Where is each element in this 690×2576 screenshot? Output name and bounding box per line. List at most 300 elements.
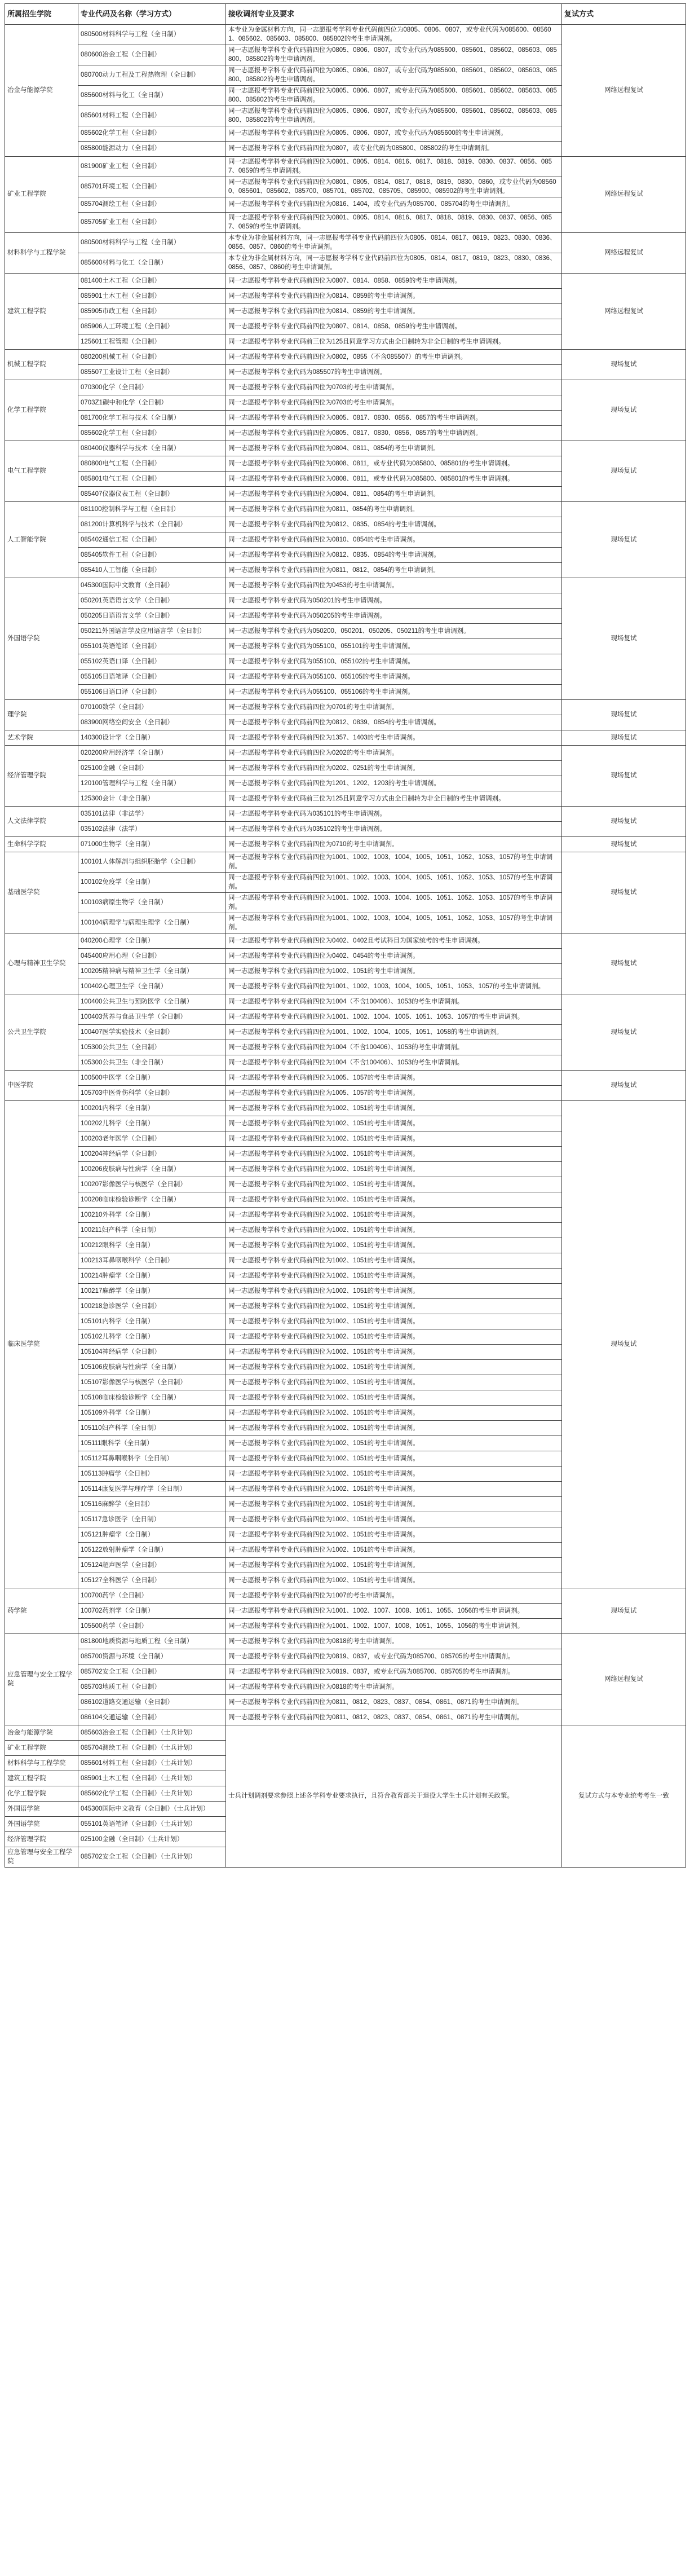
major-name: 100212眼科学（全日制） — [78, 1238, 226, 1253]
college-name: 基础医学院 — [5, 852, 78, 933]
college-name: 药学院 — [5, 1588, 78, 1634]
major-name: 105113肿瘤学（全日制） — [78, 1467, 226, 1482]
adjustment-requirement: 同一志愿报考学科专业代码前四位为1002、1051的考生申请调剂。 — [226, 1238, 562, 1253]
major-name: 055105日语笔译（全日制） — [78, 670, 226, 685]
retest-method: 网络远程复试 — [562, 157, 686, 233]
major-name: 100210外科学（全日制） — [78, 1208, 226, 1223]
adjustment-requirement: 同一志愿报考学科专业代码为055100、055101的考生申请调剂。 — [226, 639, 562, 654]
adjustment-requirement: 同一志愿报考学科专业代码前四位为0802，0855（不含085507）的考生申请调剂。 — [226, 350, 562, 365]
major-name: 105101内科学（全日制） — [78, 1314, 226, 1329]
table-body — [5, 25, 686, 1868]
major-name: 100202儿科学（全日制） — [78, 1116, 226, 1131]
major-name: 100201内科学（全日制） — [78, 1101, 226, 1116]
adjustment-requirement: 同一志愿报考学科专业代码为050200、050201、050205、050211的考生申请调剂。 — [226, 624, 562, 639]
college-name: 冶金与能源学院 — [5, 1725, 78, 1741]
major-name: 100204神经病学（全日制） — [78, 1147, 226, 1162]
adjustment-requirement: 同一志愿报考学科专业代码前四位为1002、1051的考生申请调剂。 — [226, 1329, 562, 1345]
major-name: 105109外科学（全日制） — [78, 1406, 226, 1421]
college-name: 外国语学院 — [5, 578, 78, 700]
adjustment-requirement: 同一志愿报考学科专业代码前四位为1002、1051的考生申请调剂。 — [226, 964, 562, 979]
table-row — [5, 746, 686, 761]
adjustment-requirement: 同一志愿报考学科专业代码前四位为0808、0811，或专业代码为085800、085801的考生申请调剂。 — [226, 472, 562, 487]
adjustment-requirement: 同一志愿报考学科专业代码前四位为0812、0835、0854的考生申请调剂。 — [226, 517, 562, 532]
table-row — [5, 233, 686, 253]
major-name: 085601材料工程（全日制）（士兵计划） — [78, 1756, 226, 1771]
adjustment-requirement: 同一志愿报考学科专业代码前四位为1001、1002、1003、1004、1005、1051、1052、1053、1057的考生申请调剂。 — [226, 873, 562, 893]
header-major: 专业代码及名称（学习方式） — [78, 4, 226, 25]
major-name: 085905市政工程（全日制） — [78, 304, 226, 319]
major-name: 085701环境工程（全日制） — [78, 177, 226, 197]
major-name: 080700动力工程及工程热物理（全日制） — [78, 65, 226, 86]
major-name: 085603冶金工程（全日制）（士兵计划） — [78, 1725, 226, 1741]
college-name: 矿业工程学院 — [5, 1741, 78, 1756]
major-name: 105127全科医学（全日制） — [78, 1573, 226, 1588]
college-name: 化学工程学院 — [5, 380, 78, 441]
major-name: 085801电气工程（全日制） — [78, 472, 226, 487]
adjustment-requirement: 同一志愿报考学科专业代码前四位为0710的考生申请调剂。 — [226, 837, 562, 852]
major-name: 020200应用经济学（全日制） — [78, 746, 226, 761]
adjustment-requirement: 同一志愿报考学科专业代码前四位为1001、1002、1003、1004、1005、1051、1052、1053、1057的考生申请调剂。 — [226, 852, 562, 873]
adjustment-requirement: 同一志愿报考学科专业代码前三位为125且同意学习方式由全日制转为非全日制的考生申请调剂。 — [226, 791, 562, 807]
major-name: 085600材料与化工（全日制） — [78, 86, 226, 106]
major-name: 100702药剂学（全日制） — [78, 1604, 226, 1619]
major-name: 100213耳鼻咽喉科学（全日制） — [78, 1253, 226, 1269]
major-name: 105500药学（全日制） — [78, 1619, 226, 1634]
adjustment-requirement: 同一志愿报考学科专业代码前四位为1002、1051的考生申请调剂。 — [226, 1131, 562, 1147]
major-name: 085901土木工程（全日制）（士兵计划） — [78, 1771, 226, 1786]
adjustment-requirement: 同一志愿报考学科专业代码前四位为1002、1051的考生申请调剂。 — [226, 1467, 562, 1482]
table-row — [5, 1634, 686, 1649]
adjustment-requirement: 同一志愿报考学科专业代码前四位为1002、1051的考生申请调剂。 — [226, 1223, 562, 1238]
major-name: 086104交通运输（全日制） — [78, 1710, 226, 1725]
table-row-soldier-plan — [5, 1725, 686, 1741]
retest-method: 现场复试 — [562, 380, 686, 441]
adjustment-requirement: 同一志愿报考学科专业代码前四位为0202的考生申请调剂。 — [226, 746, 562, 761]
retest-method: 现场复试 — [562, 746, 686, 807]
adjustment-requirement: 同一志愿报考学科专业代码前四位为1201、1202、1203的考生申请调剂。 — [226, 776, 562, 791]
adjustment-requirement: 同一志愿报考学科专业代码前四位为0805、0806、0807，或专业代码为085600、085601、085602、085603、085800、085802的考生申请调剂。 — [226, 45, 562, 65]
adjustment-requirement: 同一志愿报考学科专业代码前四位为1002、1051的考生申请调剂。 — [226, 1299, 562, 1314]
major-name: 085507工业设计工程（全日制） — [78, 365, 226, 380]
adjustment-requirement: 同一志愿报考学科专业代码前四位为1002、1051的考生申请调剂。 — [226, 1451, 562, 1467]
adjustment-requirement: 同一志愿报考学科专业代码前四位为1004（不含100406）、1053的考生申请调剂。 — [226, 994, 562, 1010]
adjustment-requirement: 同一志愿报考学科专业代码前四位为0807、0814、0858、0859的考生申请调剂。 — [226, 274, 562, 289]
adjustment-requirement: 同一志愿报考学科专业代码前四位为1002、1051的考生申请调剂。 — [226, 1360, 562, 1375]
retest-method: 现场复试 — [562, 994, 686, 1071]
college-name: 理学院 — [5, 700, 78, 730]
major-name: 045300国际中文教育（全日制）（士兵计划） — [78, 1802, 226, 1817]
college-name: 心理与精神卫生学院 — [5, 933, 78, 994]
adjustment-requirement: 同一志愿报考学科专业代码前四位为0703的考生申请调剂。 — [226, 380, 562, 395]
retest-method: 现场复试 — [562, 933, 686, 994]
adjustment-requirement: 同一志愿报考学科专业代码前四位为1002、1051的考生申请调剂。 — [226, 1253, 562, 1269]
major-name: 085800能源动力（全日制） — [78, 142, 226, 157]
college-name: 中医学院 — [5, 1071, 78, 1101]
major-name: 100407医学实验技术（全日制） — [78, 1025, 226, 1040]
adjustment-requirement: 同一志愿报考学科专业代码前四位为0819、0837，或专业代码为085700、085705的考生申请调剂。 — [226, 1665, 562, 1680]
adjustment-requirement: 同一志愿报考学科专业代码前四位为0805、0806、0807，或专业代码为085600、085601、085602、085603、085800、085802的考生申请调剂。 — [226, 65, 562, 86]
adjustment-requirement: 同一志愿报考学科专业代码前四位为0812、0839、0854的考生申请调剂。 — [226, 715, 562, 730]
adjustment-requirement: 同一志愿报考学科专业代码前四位为1357、1403的考生申请调剂。 — [226, 730, 562, 746]
table-row — [5, 700, 686, 715]
retest-method: 现场复试 — [562, 502, 686, 578]
major-name: 050211外国语言学及应用语言学（全日制） — [78, 624, 226, 639]
table-row — [5, 578, 686, 593]
major-name: 105703中医骨伤科学（全日制） — [78, 1086, 226, 1101]
adjustment-requirement: 同一志愿报考学科专业代码前四位为0801、0805、0814、0817、0818、0819、0830、0860，或专业代码为085600、085601、085602、085700、085701、085702、085705、085900、085902的考生申请调剂。 — [226, 177, 562, 197]
adjustment-requirement: 同一志愿报考学科专业代码前四位为0801、0805、0814、0816、0817、0818、0819、0830、0837、0856、0857、0859的考生申请调剂。 — [226, 157, 562, 177]
adjustment-requirement: 同一志愿报考学科专业代码前四位为0816、1404，或专业代码为085700、085704的考生申请调剂。 — [226, 197, 562, 213]
major-name: 085600材料与化工（全日制） — [78, 253, 226, 274]
major-name: 040200心理学（全日制） — [78, 933, 226, 949]
major-name: 105124超声医学（全日制） — [78, 1558, 226, 1573]
college-name: 材料科学与工程学院 — [5, 1756, 78, 1771]
major-name: 085702安全工程（全日制）（士兵计划） — [78, 1847, 226, 1868]
retest-method: 现场复试 — [562, 730, 686, 746]
college-name: 应急管理与安全工程学院 — [5, 1634, 78, 1725]
adjustment-requirement: 同一志愿报考学科专业代码前四位为1001、1002、1004、1005、1051、1053、1057的考生申请调剂。 — [226, 1010, 562, 1025]
major-name: 105114康复医学与理疗学（全日制） — [78, 1482, 226, 1497]
soldier-plan-requirement: 士兵计划调剂要求参照上述各学科专业要求执行，且符合教育部关于退役大学生士兵计划有关政策。 — [226, 1725, 562, 1868]
adjustment-requirement: 同一志愿报考学科专业代码前四位为1002、1051的考生申请调剂。 — [226, 1314, 562, 1329]
adjustment-table — [5, 3, 686, 1868]
major-name: 025100金融（全日制）（士兵计划） — [78, 1832, 226, 1847]
major-name: 105102儿科学（全日制） — [78, 1329, 226, 1345]
adjustment-requirement: 同一志愿报考学科专业代码前四位为1001、1002、1007、1008、1051、1055、1056的考生申请调剂。 — [226, 1619, 562, 1634]
table-row — [5, 441, 686, 456]
retest-method: 网络远程复试 — [562, 233, 686, 274]
major-name: 105112耳鼻咽喉科学（全日制） — [78, 1451, 226, 1467]
major-name: 055101英语笔译（全日制） — [78, 639, 226, 654]
adjustment-requirement: 同一志愿报考学科专业代码前四位为1005、1057的考生申请调剂。 — [226, 1071, 562, 1086]
major-name: 070300化学（全日制） — [78, 380, 226, 395]
major-name: 100400公共卫生与预防医学（全日制） — [78, 994, 226, 1010]
major-name: 035101法律（非法学） — [78, 807, 226, 822]
adjustment-requirement: 同一志愿报考学科专业代码前四位为1002、1051的考生申请调剂。 — [226, 1482, 562, 1497]
adjustment-requirement: 同一志愿报考学科专业代码前四位为0801、0805、0814、0816、0817、0818、0819、0830、0837、0856、0857、0859的考生申请调剂。 — [226, 213, 562, 233]
retest-method: 网络远程复试 — [562, 1634, 686, 1725]
retest-method: 网络远程复试 — [562, 25, 686, 157]
adjustment-requirement: 同一志愿报考学科专业代码前四位为0703的考生申请调剂。 — [226, 395, 562, 411]
adjustment-requirement: 同一志愿报考学科专业代码前四位为0805、0817、0830、0856、0857的考生申请调剂。 — [226, 426, 562, 441]
retest-method: 现场复试 — [562, 837, 686, 852]
adjustment-requirement: 同一志愿报考学科专业代码前四位为0818的考生申请调剂。 — [226, 1634, 562, 1649]
major-name: 140300设计学（全日制） — [78, 730, 226, 746]
adjustment-requirement: 同一志愿报考学科专业代码前四位为1002、1051的考生申请调剂。 — [226, 1497, 562, 1512]
adjustment-requirement: 同一志愿报考学科专业代码前四位为1004（不含100406）、1053的考生申请调剂。 — [226, 1040, 562, 1055]
college-name: 经济管理学院 — [5, 746, 78, 807]
adjustment-requirement: 同一志愿报考学科专业代码前四位为1002、1051的考生申请调剂。 — [226, 1406, 562, 1421]
retest-method: 现场复试 — [562, 1588, 686, 1634]
retest-method: 现场复试 — [562, 852, 686, 933]
major-name: 100104病理学与病理生理学（全日制） — [78, 913, 226, 933]
header-requirement: 接收调剂专业及要求 — [226, 4, 562, 25]
major-name: 081400土木工程（全日制） — [78, 274, 226, 289]
table-row — [5, 380, 686, 395]
adjustment-requirement: 同一志愿报考学科专业代码为055100、055102的考生申请调剂。 — [226, 654, 562, 670]
adjustment-requirement: 同一志愿报考学科专业代码前四位为1002、1051的考生申请调剂。 — [226, 1345, 562, 1360]
adjustment-requirement: 本专业为非金属材料方向，同一志愿报考学科专业代码前四位为0805、0814、0817、0819、0823、0830、0836、0856、0857、0860的考生申请调剂。 — [226, 233, 562, 253]
college-name: 机械工程学院 — [5, 350, 78, 380]
adjustment-requirement: 同一志愿报考学科专业代码前四位为0805、0817、0830、0856、0857的考生申请调剂。 — [226, 411, 562, 426]
major-name: 100217麻醉学（全日制） — [78, 1284, 226, 1299]
college-name: 艺术学院 — [5, 730, 78, 746]
adjustment-requirement: 同一志愿报考学科专业代码前四位为0402、0402且考试科目为国家统考的考生申请调剂。 — [226, 933, 562, 949]
adjustment-requirement: 同一志愿报考学科专业代码前四位为1001、1002、1007、1008、1051、1055、1056的考生申请调剂。 — [226, 1604, 562, 1619]
major-name: 085703地质工程（全日制） — [78, 1680, 226, 1695]
retest-method: 现场复试 — [562, 578, 686, 700]
major-name: 045400应用心理（全日制） — [78, 949, 226, 964]
adjustment-requirement: 同一志愿报考学科专业代码为035102的考生申请调剂。 — [226, 822, 562, 837]
major-name: 100203老年医学（全日制） — [78, 1131, 226, 1147]
major-name: 081200计算机科学与技术（全日制） — [78, 517, 226, 532]
adjustment-requirement: 同一志愿报考学科专业代码前四位为1002、1051的考生申请调剂。 — [226, 1573, 562, 1588]
major-name: 125300会计（非全日制） — [78, 791, 226, 807]
adjustment-requirement: 同一志愿报考学科专业代码前四位为1002、1051的考生申请调剂。 — [226, 1390, 562, 1406]
college-name: 生命科学学院 — [5, 837, 78, 852]
college-name: 人文法律学院 — [5, 807, 78, 837]
adjustment-requirement: 本专业为金属材料方向，同一志愿报考学科专业代码前四位为0805、0806、0807，或专业代码为085600、085601、085602、085603、085800、085802的考生申请调剂。 — [226, 25, 562, 45]
college-name: 电气工程学院 — [5, 441, 78, 502]
table-row — [5, 994, 686, 1010]
major-name: 085407仪器仪表工程（全日制） — [78, 487, 226, 502]
adjustment-requirement: 同一志愿报考学科专业代码为085507的考生申请调剂。 — [226, 365, 562, 380]
college-name: 外国语学院 — [5, 1802, 78, 1817]
major-name: 100208临床检验诊断学（全日制） — [78, 1192, 226, 1208]
table-row — [5, 852, 686, 873]
adjustment-requirement: 同一志愿报考学科专业代码前四位为1002、1051的考生申请调剂。 — [226, 1177, 562, 1192]
major-name: 085410人工智能（全日制） — [78, 563, 226, 578]
major-name: 081100控制科学与工程（全日制） — [78, 502, 226, 517]
major-name: 105111眼科学（全日制） — [78, 1436, 226, 1451]
major-name: 105116麻醉学（全日制） — [78, 1497, 226, 1512]
college-name: 临床医学院 — [5, 1101, 78, 1588]
major-name: 081900矿业工程（全日制） — [78, 157, 226, 177]
major-name: 105107影像医学与核医学（全日制） — [78, 1375, 226, 1390]
major-name: 100214肿瘤学（全日制） — [78, 1269, 226, 1284]
adjustment-requirement: 同一志愿报考学科专业代码前四位为0810、0854的考生申请调剂。 — [226, 532, 562, 548]
adjustment-requirement: 同一志愿报考学科专业代码前四位为1002、1051的考生申请调剂。 — [226, 1101, 562, 1116]
table-row — [5, 274, 686, 289]
major-name: 100700药学（全日制） — [78, 1588, 226, 1604]
table-row — [5, 1101, 686, 1116]
adjustment-requirement: 同一志愿报考学科专业代码前四位为1001、1002、1003、1004、1005、1051、1052、1053、1057的考生申请调剂。 — [226, 913, 562, 933]
adjustment-requirement: 同一志愿报考学科专业代码前四位为0402、0454的考生申请调剂。 — [226, 949, 562, 964]
major-name: 085702安全工程（全日制） — [78, 1665, 226, 1680]
adjustment-requirement: 同一志愿报考学科专业代码前四位为1002、1051的考生申请调剂。 — [226, 1192, 562, 1208]
major-name: 100207影像医学与核医学（全日制） — [78, 1177, 226, 1192]
college-name: 人工智能学院 — [5, 502, 78, 578]
retest-method: 现场复试 — [562, 441, 686, 502]
adjustment-requirement: 同一志愿报考学科专业代码前四位为0804、0811、0854的考生申请调剂。 — [226, 441, 562, 456]
major-name: 085405软件工程（全日制） — [78, 548, 226, 563]
adjustment-requirement: 同一志愿报考学科专业代码前四位为1002、1051的考生申请调剂。 — [226, 1527, 562, 1543]
header-college: 所属招生学院 — [5, 4, 78, 25]
major-name: 105106皮肤病与性病学（全日制） — [78, 1360, 226, 1375]
major-name: 080500材料科学与工程（全日制） — [78, 25, 226, 45]
table-row — [5, 25, 686, 45]
adjustment-requirement: 同一志愿报考学科专业代码前四位为1001、1002、1004、1005、1051、1058的考生申请调剂。 — [226, 1025, 562, 1040]
major-name: 100500中医学（全日制） — [78, 1071, 226, 1086]
adjustment-requirement: 同一志愿报考学科专业代码前四位为0453的考生申请调剂。 — [226, 578, 562, 593]
retest-method: 现场复试 — [562, 700, 686, 730]
major-name: 085906人工环境工程（全日制） — [78, 319, 226, 334]
major-name: 100205精神病与精神卫生学（全日制） — [78, 964, 226, 979]
major-name: 085602化学工程（全日制） — [78, 126, 226, 142]
college-name: 应急管理与安全工程学院 — [5, 1847, 78, 1868]
adjustment-requirement: 同一志愿报考学科专业代码前四位为1002、1051的考生申请调剂。 — [226, 1558, 562, 1573]
major-name: 105108临床检验诊断学（全日制） — [78, 1390, 226, 1406]
major-name: 0703Z1碳中和化学（全日制） — [78, 395, 226, 411]
major-name: 105117急诊医学（全日制） — [78, 1512, 226, 1527]
table-row — [5, 807, 686, 822]
college-name: 建筑工程学院 — [5, 1771, 78, 1786]
major-name: 081700化学工程与技术（全日制） — [78, 411, 226, 426]
table-header-row — [5, 4, 686, 25]
adjustment-requirement: 同一志愿报考学科专业代码前四位为1002、1051的考生申请调剂。 — [226, 1375, 562, 1390]
college-name: 化学工程学院 — [5, 1786, 78, 1802]
retest-method: 网络远程复试 — [562, 274, 686, 350]
major-name: 085602化学工程（全日制） — [78, 426, 226, 441]
major-name: 120100管理科学与工程（全日制） — [78, 776, 226, 791]
college-name: 冶金与能源学院 — [5, 25, 78, 157]
adjustment-requirement: 同一志愿报考学科专业代码前四位为1001、1002、1003、1004、1005、1051、1052、1053、1057的考生申请调剂。 — [226, 893, 562, 913]
adjustment-requirement: 同一志愿报考学科专业代码前四位为1002、1051的考生申请调剂。 — [226, 1543, 562, 1558]
table-row — [5, 933, 686, 949]
retest-method: 现场复试 — [562, 350, 686, 380]
adjustment-requirement: 同一志愿报考学科专业代码为050205的考生申请调剂。 — [226, 609, 562, 624]
major-name: 080800电气工程（全日制） — [78, 456, 226, 472]
adjustment-requirement: 同一志愿报考学科专业代码前四位为1002、1051的考生申请调剂。 — [226, 1116, 562, 1131]
table-row — [5, 1588, 686, 1604]
major-name: 055106日语口译（全日制） — [78, 685, 226, 700]
major-name: 055102英语口译（全日制） — [78, 654, 226, 670]
adjustment-requirement: 同一志愿报考学科专业代码为050201的考生申请调剂。 — [226, 593, 562, 609]
major-name: 035102法律（法学） — [78, 822, 226, 837]
major-name: 100102免疫学（全日制） — [78, 873, 226, 893]
major-name: 085601材料工程（全日制） — [78, 106, 226, 126]
major-name: 085402通信工程（全日制） — [78, 532, 226, 548]
major-name: 086102道路交通运输（全日制） — [78, 1695, 226, 1710]
soldier-plan-method: 复试方式与本专业统考考生一致 — [562, 1725, 686, 1868]
major-name: 071000生物学（全日制） — [78, 837, 226, 852]
major-name: 105122放射肿瘤学（全日制） — [78, 1543, 226, 1558]
major-name: 085704测绘工程（全日制） — [78, 197, 226, 213]
adjustment-requirement: 同一志愿报考学科专业代码前四位为0811、0812、0823、0837、0854、0861、0871的考生申请调剂。 — [226, 1695, 562, 1710]
major-name: 100403营养与食品卫生学（全日制） — [78, 1010, 226, 1025]
adjustment-requirement: 同一志愿报考学科专业代码前四位为0202、0251的考生申请调剂。 — [226, 761, 562, 776]
adjustment-requirement: 同一志愿报考学科专业代码前四位为0805、0806、0807，或专业代码为085600、085601、085602、085603、085800、085802的考生申请调剂。 — [226, 86, 562, 106]
major-name: 085901土木工程（全日制） — [78, 289, 226, 304]
adjustment-requirement: 同一志愿报考学科专业代码前三位为125且同意学习方式由全日制转为非全日制的考生申请调剂。 — [226, 334, 562, 350]
adjustment-requirement: 同一志愿报考学科专业代码前四位为1002、1051的考生申请调剂。 — [226, 1269, 562, 1284]
major-name: 105110妇产科学（全日制） — [78, 1421, 226, 1436]
adjustment-requirement: 同一志愿报考学科专业代码前四位为0807，或专业代码为085800、085802的考生申请调剂。 — [226, 142, 562, 157]
major-name: 100218急诊医学（全日制） — [78, 1299, 226, 1314]
adjustment-requirement: 同一志愿报考学科专业代码前四位为0811、0812、0854的考生申请调剂。 — [226, 563, 562, 578]
table-row — [5, 837, 686, 852]
adjustment-requirement: 同一志愿报考学科专业代码前四位为0808、0811，或专业代码为085800、085801的考生申请调剂。 — [226, 456, 562, 472]
major-name: 085704测绘工程（全日制）（士兵计划） — [78, 1741, 226, 1756]
adjustment-requirement: 同一志愿报考学科专业代码前四位为0812、0835、0854的考生申请调剂。 — [226, 548, 562, 563]
major-name: 080200机械工程（全日制） — [78, 350, 226, 365]
college-name: 材料科学与工程学院 — [5, 233, 78, 274]
adjustment-requirement: 同一志愿报考学科专业代码前四位为1002、1051的考生申请调剂。 — [226, 1436, 562, 1451]
adjustment-requirement: 同一志愿报考学科专业代码为035101的考生申请调剂。 — [226, 807, 562, 822]
table-row — [5, 1071, 686, 1086]
major-name: 105121肿瘤学（全日制） — [78, 1527, 226, 1543]
major-name: 080500材料科学与工程（全日制） — [78, 233, 226, 253]
college-name: 公共卫生学院 — [5, 994, 78, 1071]
major-name: 085700资源与环境（全日制） — [78, 1649, 226, 1665]
header-method: 复试方式 — [562, 4, 686, 25]
adjustment-requirement: 同一志愿报考学科专业代码前四位为0701的考生申请调剂。 — [226, 700, 562, 715]
retest-method: 现场复试 — [562, 1101, 686, 1588]
adjustment-requirement: 同一志愿报考学科专业代码前四位为1001、1002、1003、1004、1005、1051、1053、1057的考生申请调剂。 — [226, 979, 562, 994]
adjustment-requirement: 同一志愿报考学科专业代码前四位为0805、0806、0807，或专业代码为085600、085601、085602、085603、085800、085802的考生申请调剂。 — [226, 106, 562, 126]
major-name: 055101英语笔译（全日制）（士兵计划） — [78, 1817, 226, 1832]
adjustment-requirement: 同一志愿报考学科专业代码前四位为0807、0814、0858、0859的考生申请调剂。 — [226, 319, 562, 334]
adjustment-requirement: 同一志愿报考学科专业代码前四位为0811、0812、0823、0837、0854、0861、0871的考生申请调剂。 — [226, 1710, 562, 1725]
adjustment-requirement: 同一志愿报考学科专业代码前四位为1007的考生申请调剂。 — [226, 1588, 562, 1604]
adjustment-requirement: 同一志愿报考学科专业代码前四位为0805、0806、0807，或专业代码为085600的考生申请调剂。 — [226, 126, 562, 142]
adjustment-requirement: 同一志愿报考学科专业代码前四位为0814、0859的考生申请调剂。 — [226, 289, 562, 304]
major-name: 100402心理卫生学（全日制） — [78, 979, 226, 994]
table-row — [5, 730, 686, 746]
major-name: 085705矿业工程（全日制） — [78, 213, 226, 233]
adjustment-requirement: 同一志愿报考学科专业代码前四位为0818的考生申请调剂。 — [226, 1680, 562, 1695]
major-name: 100211妇产科学（全日制） — [78, 1223, 226, 1238]
major-name: 050205日语语言文学（全日制） — [78, 609, 226, 624]
adjustment-requirement: 同一志愿报考学科专业代码前四位为1002、1051的考生申请调剂。 — [226, 1284, 562, 1299]
adjustment-requirement: 同一志愿报考学科专业代码前四位为0819、0837，或专业代码为085700、085705的考生申请调剂。 — [226, 1649, 562, 1665]
table-row — [5, 502, 686, 517]
retest-method: 现场复试 — [562, 1071, 686, 1101]
college-name: 建筑工程学院 — [5, 274, 78, 350]
major-name: 083900网络空间安全（全日制） — [78, 715, 226, 730]
adjustment-requirement: 同一志愿报考学科专业代码前四位为1005、1057的考生申请调剂。 — [226, 1086, 562, 1101]
major-name: 105300公共卫生（全日制） — [78, 1040, 226, 1055]
retest-method: 现场复试 — [562, 807, 686, 837]
adjustment-requirement: 同一志愿报考学科专业代码为055100、055106的考生申请调剂。 — [226, 685, 562, 700]
adjustment-requirement: 同一志愿报考学科专业代码前四位为1002、1051的考生申请调剂。 — [226, 1147, 562, 1162]
adjustment-requirement: 同一志愿报考学科专业代码前四位为0804、0811、0854的考生申请调剂。 — [226, 487, 562, 502]
college-name: 经济管理学院 — [5, 1832, 78, 1847]
major-name: 045300国际中文教育（全日制） — [78, 578, 226, 593]
major-name: 100103病原生物学（全日制） — [78, 893, 226, 913]
major-name: 080400仪器科学与技术（全日制） — [78, 441, 226, 456]
major-name: 080600冶金工程（全日制） — [78, 45, 226, 65]
major-name: 050201英语语言文学（全日制） — [78, 593, 226, 609]
adjustment-requirement: 同一志愿报考学科专业代码前四位为1002、1051的考生申请调剂。 — [226, 1162, 562, 1177]
adjustment-requirement: 同一志愿报考学科专业代码前四位为1002、1051的考生申请调剂。 — [226, 1208, 562, 1223]
major-name: 085602化学工程（全日制）（士兵计划） — [78, 1786, 226, 1802]
adjustment-requirement: 同一志愿报考学科专业代码前四位为1002、1051的考生申请调剂。 — [226, 1421, 562, 1436]
major-name: 105300公共卫生（非全日制） — [78, 1055, 226, 1071]
table-row — [5, 350, 686, 365]
table-row — [5, 157, 686, 177]
adjustment-requirement: 本专业为非金属材料方向，同一志愿报考学科专业代码前四位为0805、0814、0817、0819、0823、0830、0836、0856、0857、0860的考生申请调剂。 — [226, 253, 562, 274]
major-name: 100206皮肤病与性病学（全日制） — [78, 1162, 226, 1177]
adjustment-requirement: 同一志愿报考学科专业代码为055100、055105的考生申请调剂。 — [226, 670, 562, 685]
adjustment-requirement: 同一志愿报考学科专业代码前四位为1002、1051的考生申请调剂。 — [226, 1512, 562, 1527]
major-name: 100101人体解剖与组织胚胎学（全日制） — [78, 852, 226, 873]
college-name: 外国语学院 — [5, 1817, 78, 1832]
major-name: 025100金融（全日制） — [78, 761, 226, 776]
adjustment-requirement: 同一志愿报考学科专业代码前四位为0811、0854的考生申请调剂。 — [226, 502, 562, 517]
adjustment-requirement: 同一志愿报考学科专业代码前四位为1004（不含100406）、1053的考生申请调剂。 — [226, 1055, 562, 1071]
major-name: 105104神经病学（全日制） — [78, 1345, 226, 1360]
